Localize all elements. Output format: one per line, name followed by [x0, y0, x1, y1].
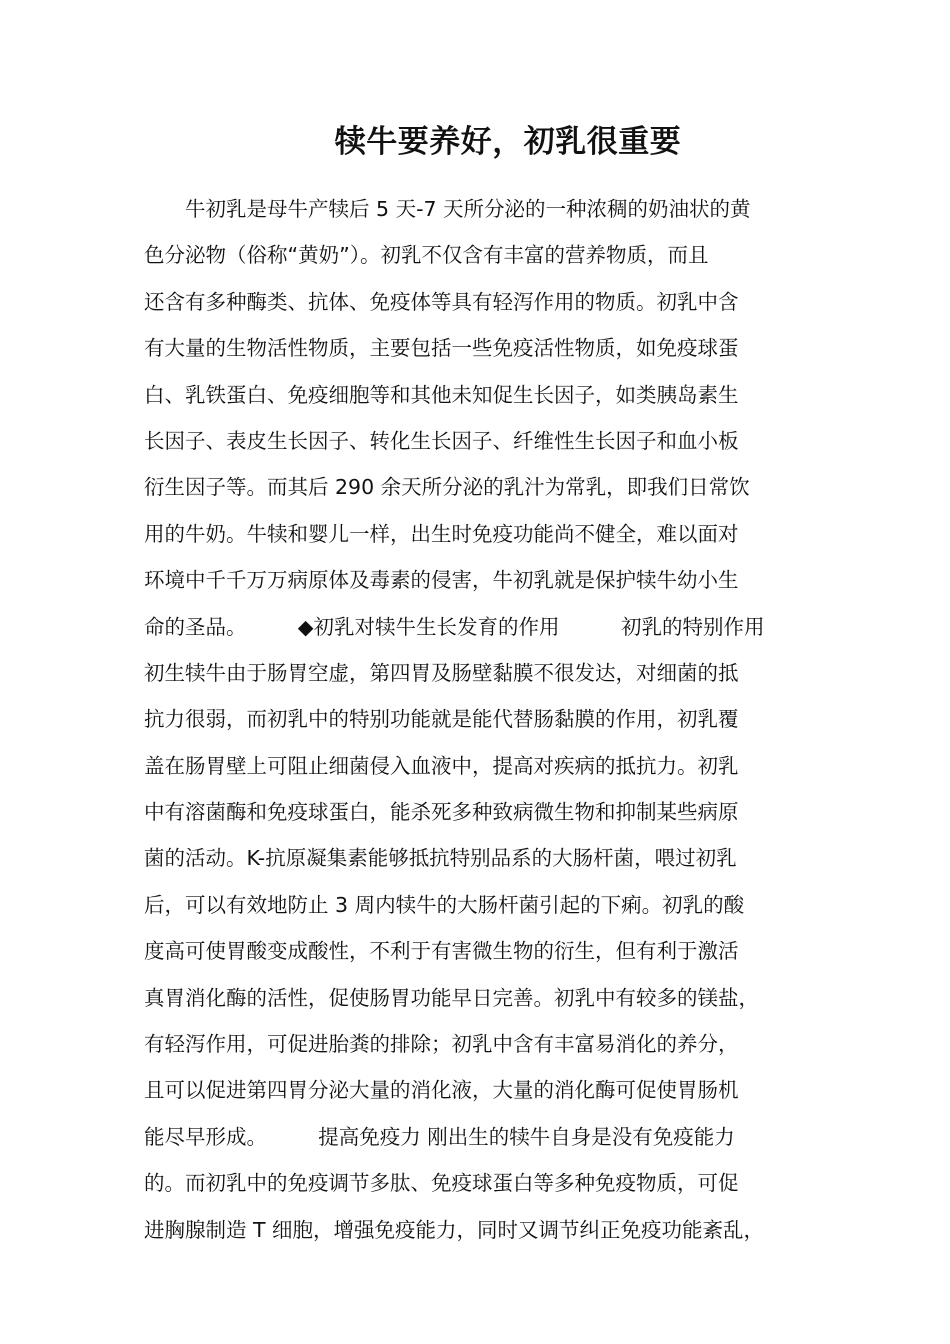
body-line: 长因子、表皮生长因子、转化生长因子、纤维性生长因子和血小板 [144, 428, 739, 453]
body-line: 牛初乳是母牛产犊后 5 天-7 天所分泌的一种浓稠的奶油状的黄 [144, 197, 751, 221]
body-line: 后，可以有效地防止 3 周内犊牛的大肠杆菌引起的下痢。初乳的酸 [144, 892, 745, 917]
body-line: 初生犊牛由于肠胃空虚，第四胃及肠壁黏膜不很发达，对细菌的抵 [144, 660, 739, 685]
body-line: 抗力很弱，而初乳中的特别功能就是能代替肠黏膜的作用，初乳覆 [144, 707, 739, 732]
body-line: 有轻泻作用，可促进胎粪的排除；初乳中含有丰富易消化的养分， [144, 1032, 739, 1057]
document-body [144, 186, 834, 1253]
body-line: 且可以促进第四胃分泌大量的消化液，大量的消化酶可促使胃肠机 [144, 1078, 739, 1103]
body-line: 能尽早形成。 提高免疫力 刚出生的犊牛自身是没有免疫能力 [144, 1124, 735, 1149]
body-line: 有大量的生物活性物质，主要包括一些免疫活性物质，如免疫球蛋 [144, 336, 739, 361]
body-line: 还含有多种酶类、抗体、免疫体等具有轻泻作用的物质。初乳中含 [144, 289, 739, 314]
body-line: 中有溶菌酶和免疫球蛋白，能杀死多种致病微生物和抑制某些病原 [144, 800, 739, 825]
body-line: 用的牛奶。牛犊和婴儿一样，出生时免疫功能尚不健全，难以面对 [144, 521, 739, 546]
body-line: 盖在肠胃壁上可阻止细菌侵入血液中，提高对疾病的抵抗力。初乳 [144, 753, 739, 778]
body-line: 命的圣品。 ◆初乳对犊牛生长发育的作用 初乳的特别作用 [144, 614, 765, 639]
body-line: 菌的活动。K-抗原凝集素能够抵抗特别品系的大肠杆菌，喂过初乳 [144, 846, 737, 871]
body-line: 进胸腺制造 T 细胞，增强免疫能力，同时又调节纠正免疫功能紊乱， [144, 1217, 765, 1242]
body-line: 色分泌物（俗称“黄奶”）。初乳不仅含有丰富的营养物质，而且 [144, 243, 709, 268]
body-line: 白、乳铁蛋白、免疫细胞等和其他未知促生长因子，如类胰岛素生 [144, 382, 739, 407]
body-line: 的。而初乳中的免疫调节多肽、免疫球蛋白等多种免疫物质，可促 [144, 1171, 739, 1196]
body-line: 度高可使胃酸变成酸性，不利于有害微生物的衍生，但有利于激活 [144, 939, 739, 964]
body-line: 真胃消化酶的活性，促使肠胃功能早日完善。初乳中有较多的镁盐， [144, 985, 759, 1010]
body-line: 环境中千千万万病原体及毒素的侵害，牛初乳就是保护犊牛幼小生 [144, 568, 739, 593]
document-title: 犊牛要养好，初乳很重要 [334, 124, 682, 160]
body-line: 衍生因子等。而其后 290 余天所分泌的乳汁为常乳，即我们日常饮 [144, 475, 750, 500]
